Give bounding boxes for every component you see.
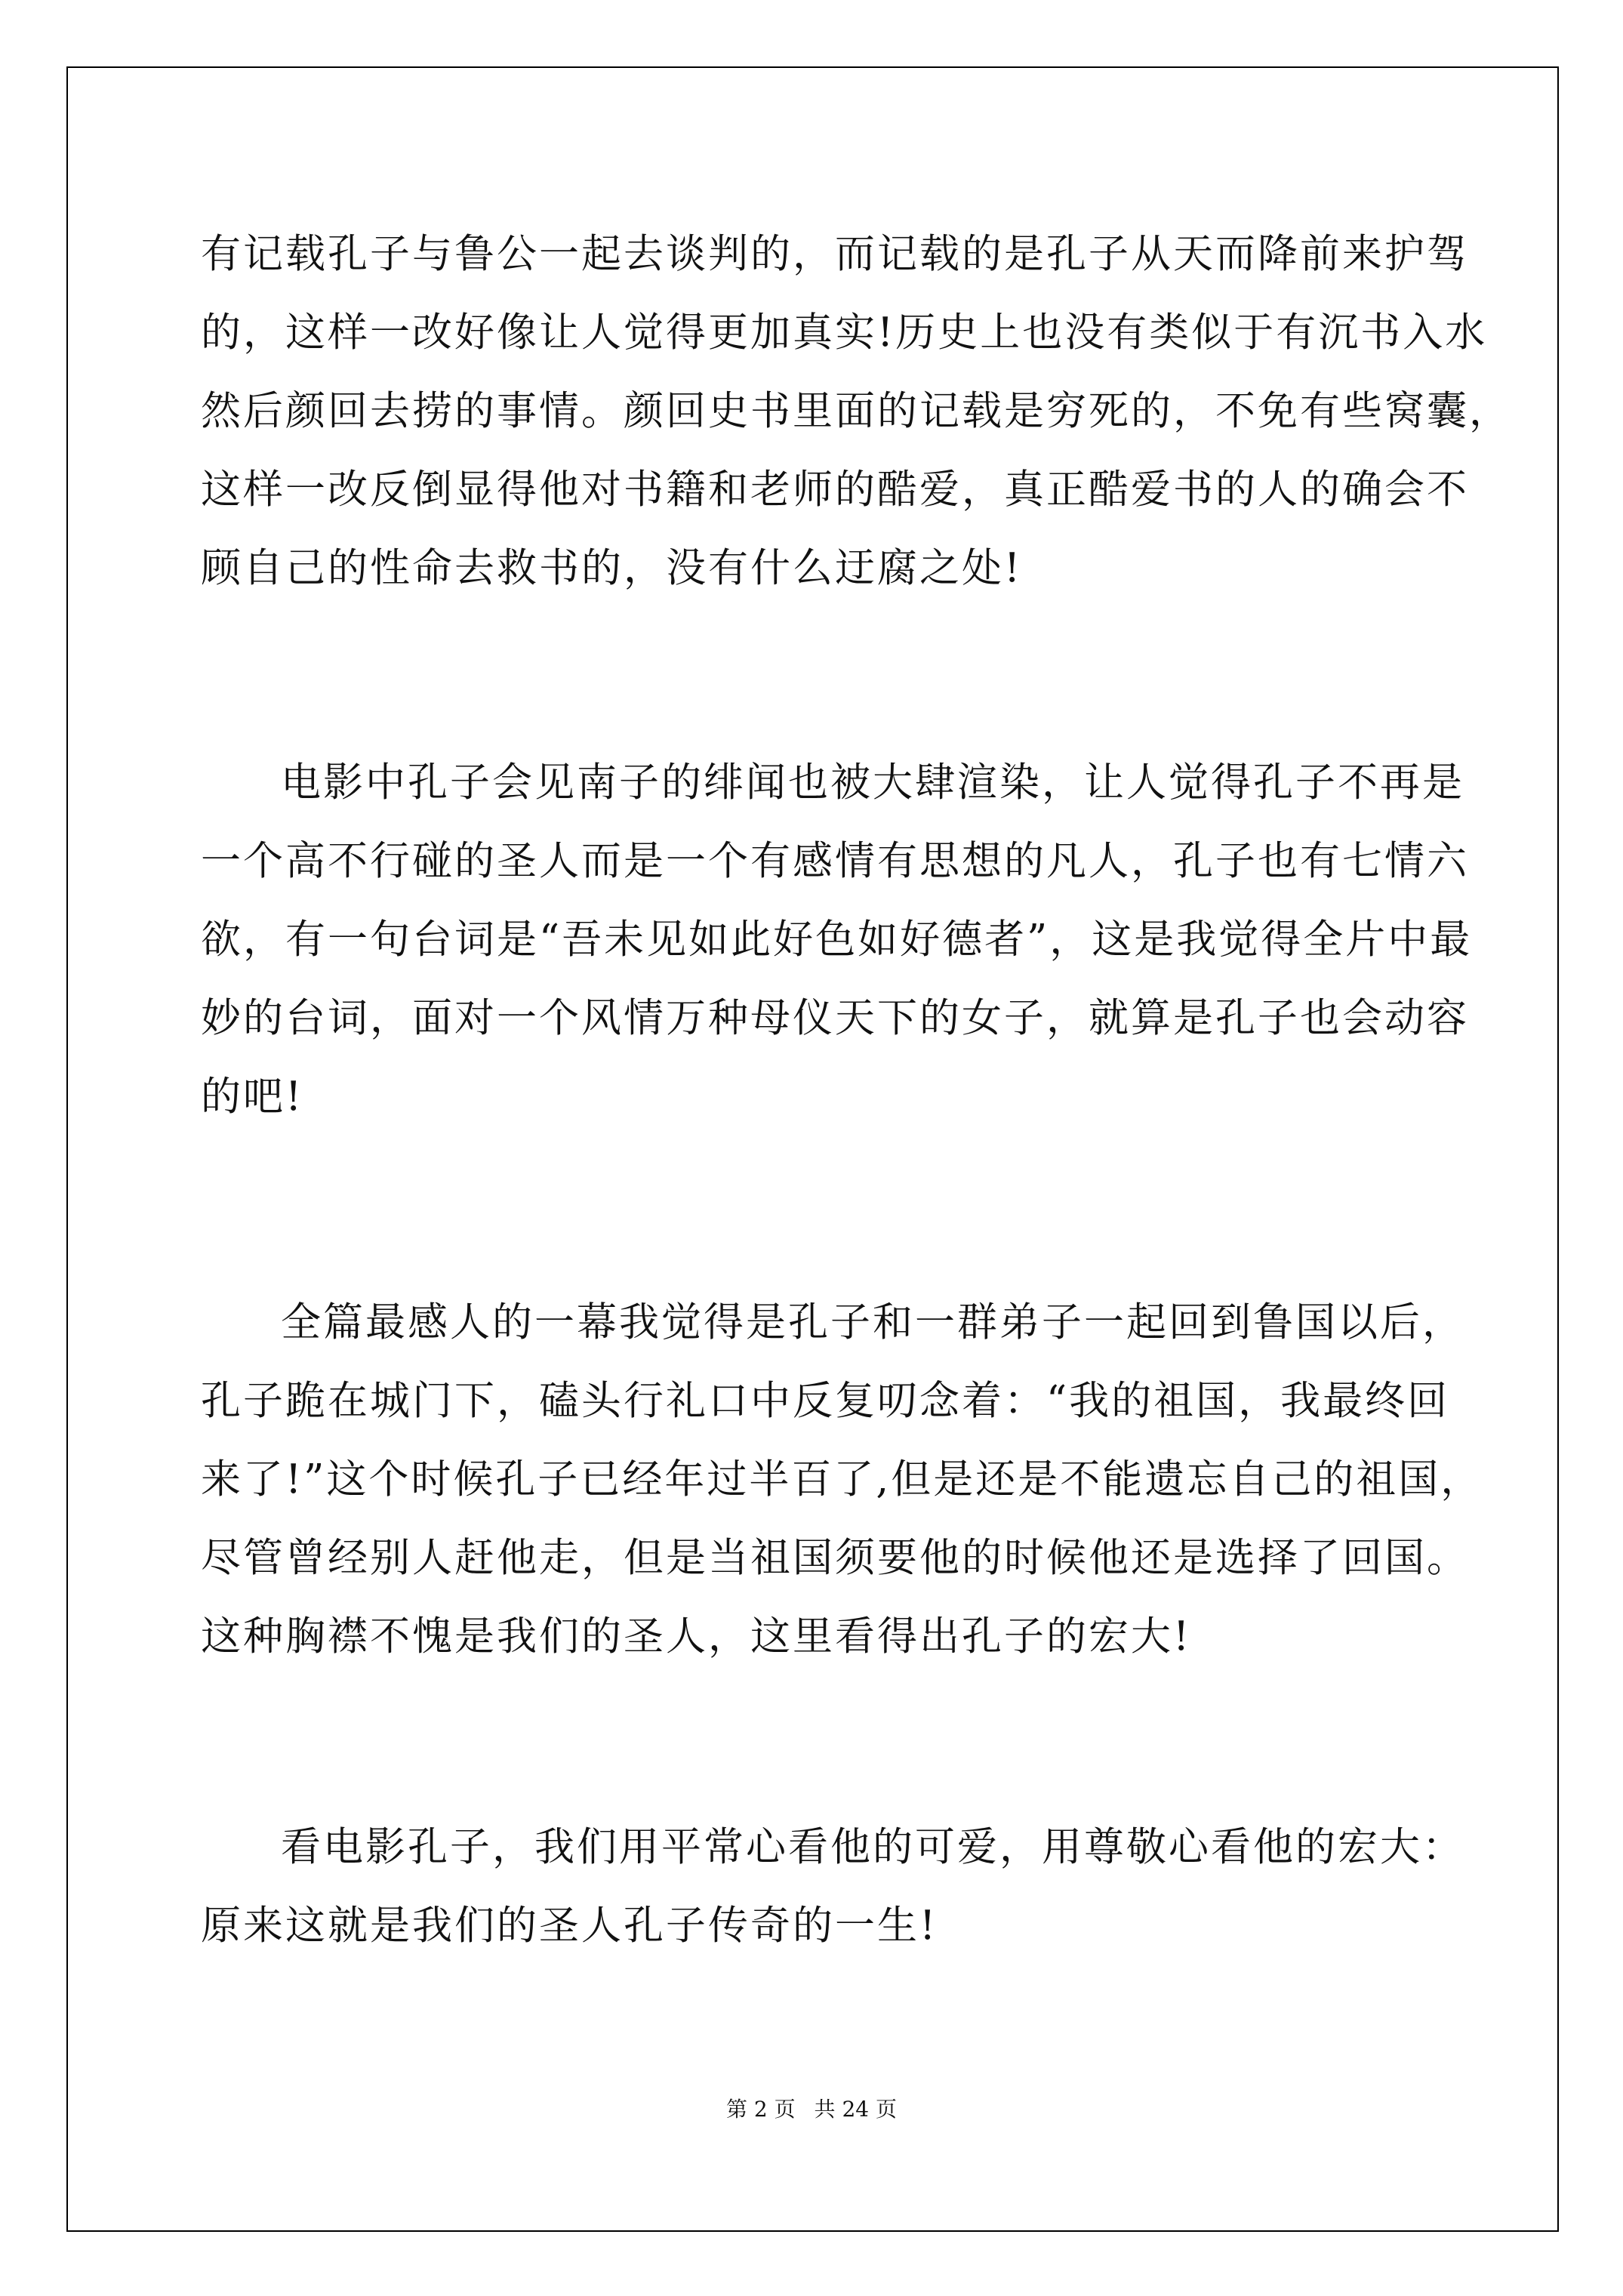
text-line: 一个高不行碰的圣人而是一个有感情有思想的凡人，孔子也有七情六 xyxy=(201,838,1469,884)
page-total: 共 24 页 xyxy=(814,2097,897,2122)
text-line: 顾自己的性命去救书的，没有什么迂腐之处! xyxy=(201,545,1023,591)
text-line: 然后颜回去捞的事情。颜回史书里面的记载是穷死的，不免有些窝囊， xyxy=(201,388,1511,434)
text-line: 来了!”这个时候孔子已经年过半百了,但是还是不能遗忘自己的祖国， xyxy=(201,1456,1483,1502)
paragraph-1 xyxy=(201,215,1511,608)
text-line: 全篇最感人的一幕我觉得是孔子和一群弟子一起回到鲁国以后， xyxy=(281,1299,1464,1345)
text-line: 的，这样一改好像让人觉得更加真实!历史上也没有类似于有沉书入水 xyxy=(201,310,1488,356)
page-number: 第 2 页 xyxy=(726,2097,796,2122)
text-line: 这种胸襟不愧是我们的圣人，这里看得出孔子的宏大! xyxy=(201,1613,1192,1660)
text-line: 孔子跪在城门下，磕头行礼口中反复叨念着：“我的祖国，我最终回 xyxy=(201,1378,1450,1424)
text-line: 尽管曾经别人赶他走，但是当祖国须要他的时候他还是选择了回国。 xyxy=(201,1535,1469,1581)
text-line: 妙的台词，面对一个风情万种母仪天下的女子，就算是孔子也会动容 xyxy=(201,995,1469,1041)
text-line: 电影中孔子会见南子的绯闻也被大肆渲染，让人觉得孔子不再是 xyxy=(281,760,1464,806)
paragraph-3 xyxy=(201,1284,1483,1676)
paragraph-2 xyxy=(201,744,1473,1136)
text-line: 有记载孔子与鲁公一起去谈判的，而记载的是孔子从天而降前来护驾 xyxy=(201,231,1469,277)
text-line: 这样一改反倒显得他对书籍和老师的酷爱，真正酷爱书的人的确会不 xyxy=(201,467,1469,513)
text-line: 看电影孔子，我们用平常心看他的可爱，用尊敬心看他的宏大： xyxy=(281,1824,1464,1870)
paragraph-4 xyxy=(201,1808,1464,1965)
page-footer xyxy=(0,2093,1623,2123)
text-line: 原来这就是我们的圣人孔子传奇的一生! xyxy=(201,1903,938,1949)
text-line: 欲，有一句台词是“吾未见如此好色如好德者”，这是我觉得全片中最 xyxy=(201,917,1473,963)
text-line: 的吧! xyxy=(201,1074,304,1120)
